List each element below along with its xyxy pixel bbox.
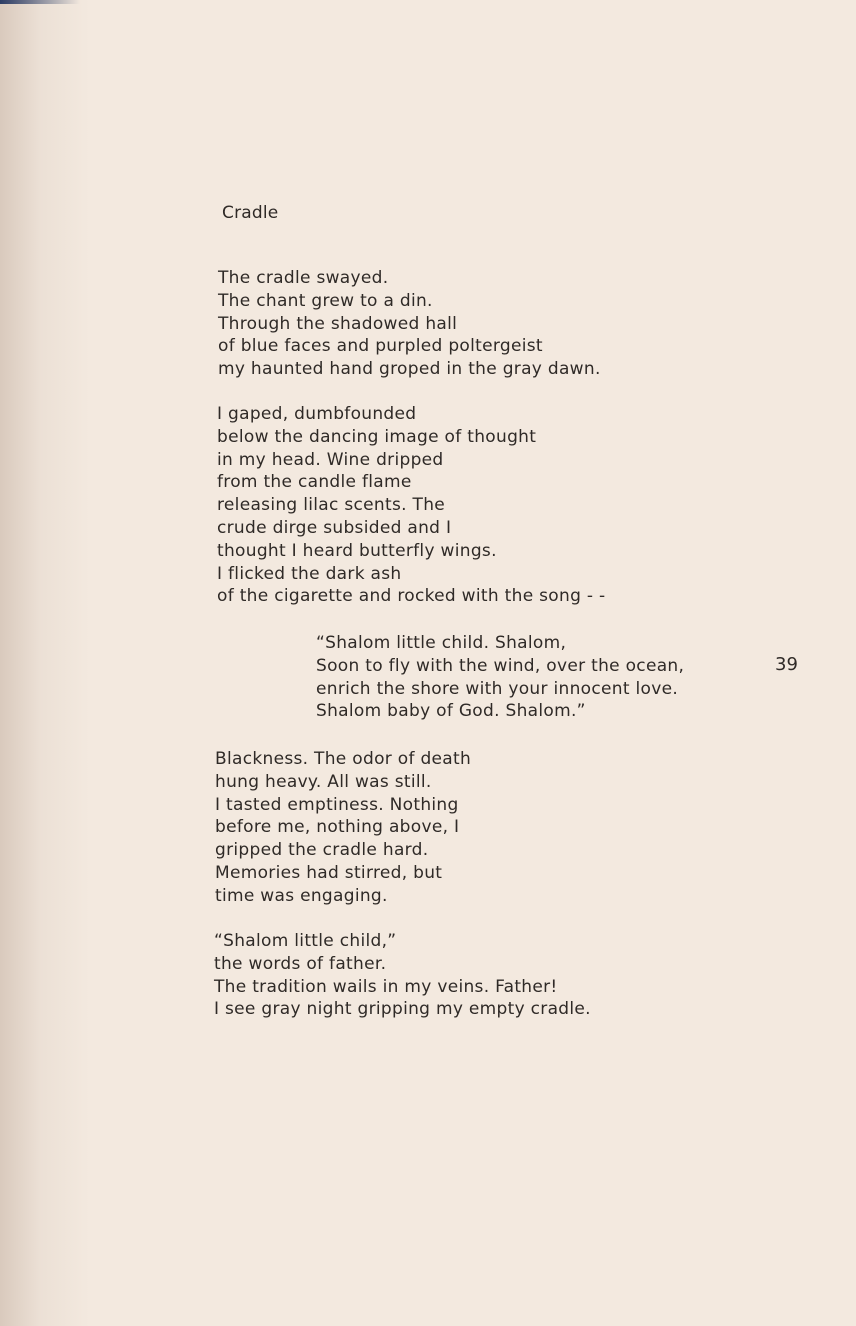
poem-line: I see gray night gripping my empty cradle. [214,999,591,1020]
poem-line: time was engaging. [215,885,388,906]
poem-line: “Shalom little child. Shalom, [316,633,567,653]
poem-line: in my head. Wine dripped [217,449,444,470]
poem-line: releasing lilac scents. The [217,495,446,516]
poem-line: thought I heard butterfly wings. [217,540,497,561]
poem-line: before me, nothing above, I [215,817,460,838]
poem-line: hung heavy. All was still. [215,771,432,792]
stanza-5 [214,930,591,1021]
poem-line: I tasted emptiness. Nothing [215,794,459,815]
stanza-4 [215,748,471,908]
page-top-edge [0,0,80,4]
poem-line: Memories had stirred, but [215,862,443,883]
stanza-1 [218,267,601,381]
page-gutter-shadow [0,0,90,1326]
poem-line: Shalom baby of God. Shalom.” [316,701,586,722]
poem-line: gripped the cradle hard. [215,840,429,861]
poem-line: The chant grew to a din. [218,290,433,311]
poem-line: Blackness. The odor of death [215,749,472,769]
poem-title: Cradle [222,203,279,223]
poem-line: I flicked the dark ash [217,563,402,584]
poem-line: of the cigarette and rocked with the song - - [217,586,606,607]
poem-line: enrich the shore with your innocent love. [316,678,679,699]
poem-line: Through the shadowed hall [218,313,458,334]
poem-line: crude dirge subsided and I [217,517,452,538]
poem-line: “Shalom little child,” [214,931,397,951]
poem-line: my haunted hand groped in the gray dawn. [218,359,601,380]
poem-line: Soon to fly with the wind, over the ocean, [316,655,685,676]
poem-line: below the dancing image of thought [217,426,537,447]
poem-line: of blue faces and purpled poltergeist [218,336,543,357]
page-number: 39 [775,654,798,675]
poem-line: I gaped, dumbfounded [217,404,417,424]
poem-line: The tradition wails in my veins. Father! [214,976,558,997]
stanza-3-refrain [316,632,684,723]
stanza-2 [217,403,605,608]
poem-line: The cradle swayed. [218,268,389,288]
poem-line: from the candle flame [217,472,412,493]
poem-line: the words of father. [214,953,387,974]
